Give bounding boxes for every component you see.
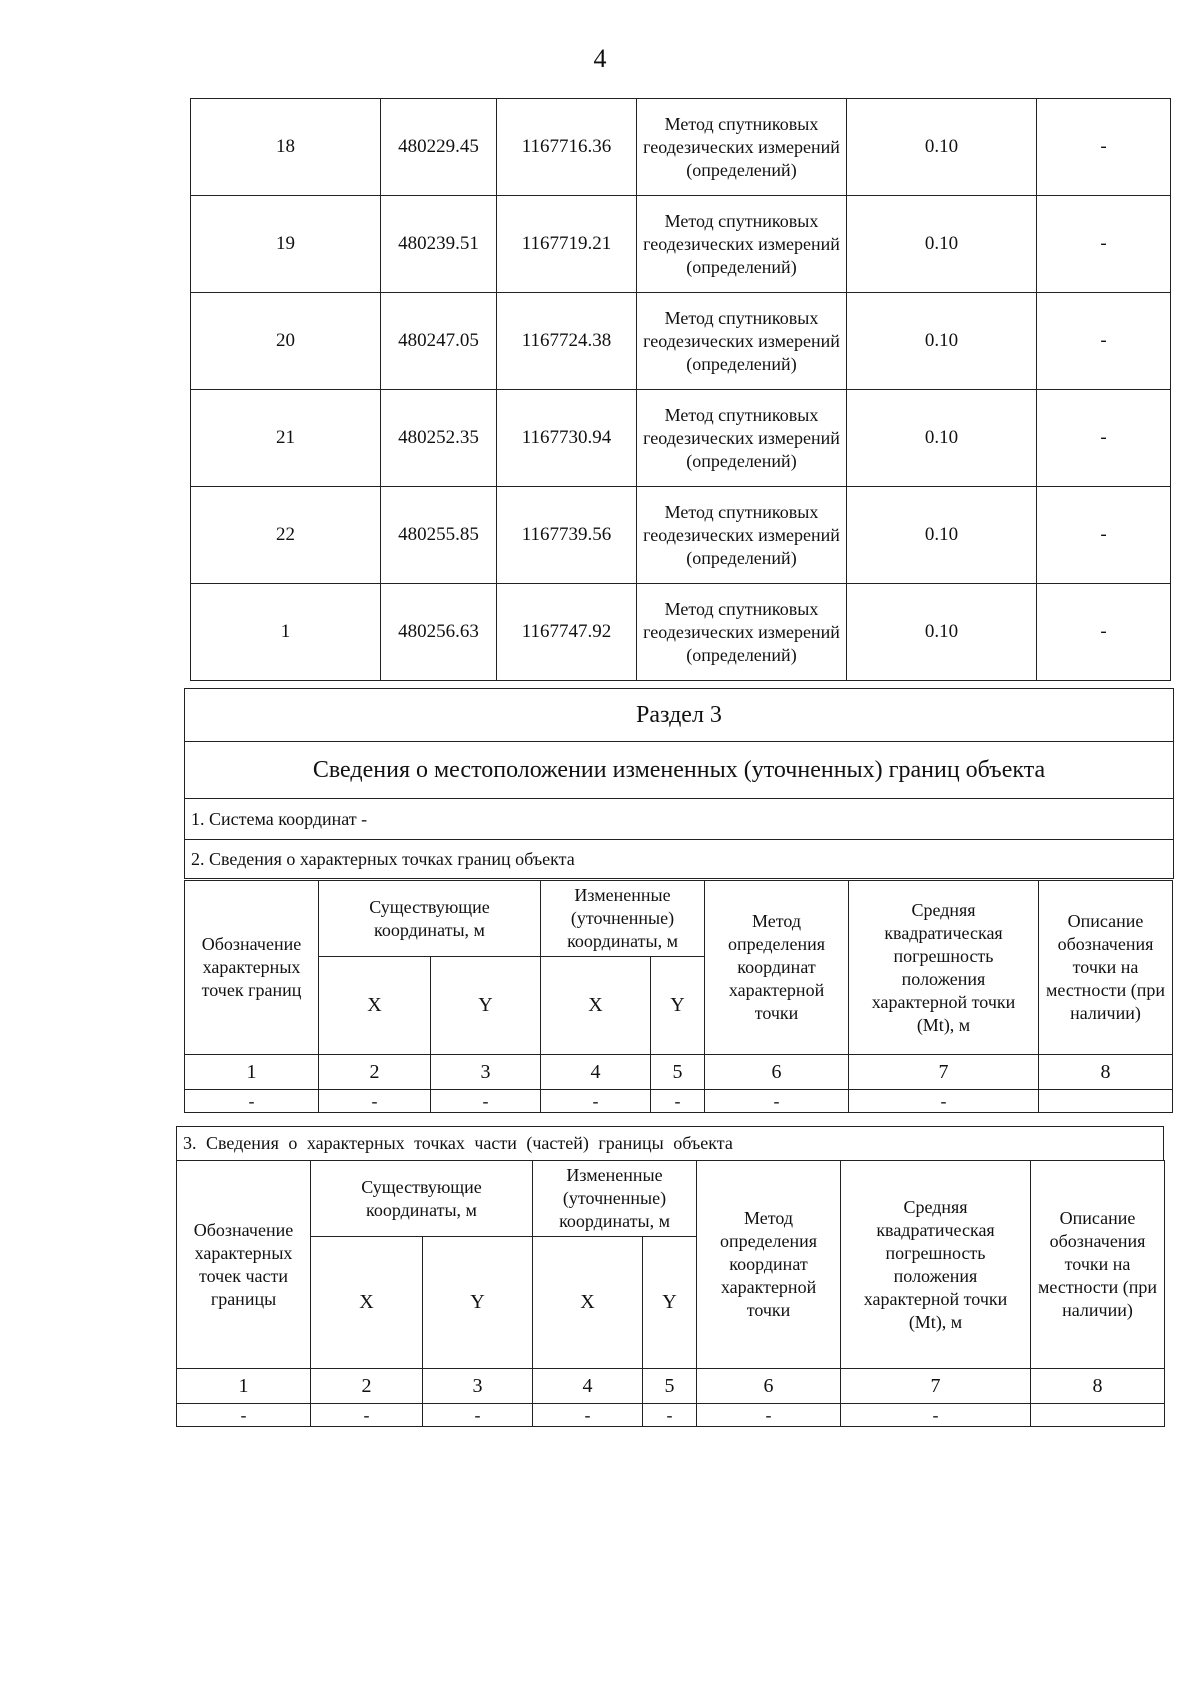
- x-coordinate-cell: 480229.45: [381, 99, 497, 196]
- description-cell: -: [1037, 390, 1171, 487]
- method-cell: Метод спутниковых геодезических измерений (определений): [637, 584, 847, 681]
- y-coordinate-cell: 1167716.36: [497, 99, 637, 196]
- header-x: X: [533, 1237, 643, 1369]
- header-point-description: Описание обозначения точки на местности (при наличии): [1039, 881, 1173, 1055]
- method-cell: Метод спутниковых геодезических измерений (определений): [637, 99, 847, 196]
- empty-value-cell: -: [431, 1090, 541, 1113]
- empty-value-cell: -: [643, 1404, 697, 1427]
- point-number-cell: 1: [191, 584, 381, 681]
- table-row: [177, 1404, 1165, 1427]
- coordinate-system-label: 1. Система координат -: [185, 799, 1174, 840]
- empty-value-cell: -: [311, 1404, 423, 1427]
- x-coordinate-cell: 480247.05: [381, 293, 497, 390]
- description-cell: -: [1037, 196, 1171, 293]
- header-y: Y: [651, 957, 705, 1055]
- empty-value-cell: -: [185, 1090, 319, 1113]
- table-row: [191, 390, 1171, 487]
- header-point-designation: Обозначение характерных точек части границы: [177, 1161, 311, 1369]
- point-number-cell: 22: [191, 487, 381, 584]
- mean-square-error-cell: 0.10: [847, 487, 1037, 584]
- method-cell: Метод спутниковых геодезических измерений (определений): [637, 293, 847, 390]
- y-coordinate-cell: 1167747.92: [497, 584, 637, 681]
- x-coordinate-cell: 480256.63: [381, 584, 497, 681]
- header-x: X: [319, 957, 431, 1055]
- mean-square-error-cell: 0.10: [847, 293, 1037, 390]
- empty-value-cell: -: [849, 1090, 1039, 1113]
- empty-value-cell: -: [541, 1090, 651, 1113]
- boundary-points-table: [184, 880, 1173, 1113]
- mean-square-error-cell: 0.10: [847, 390, 1037, 487]
- boundary-points-label: 2. Сведения о характерных точках границ объекта: [185, 840, 1174, 879]
- header-x: X: [311, 1237, 423, 1369]
- empty-value-cell: -: [841, 1404, 1031, 1427]
- description-cell: -: [1037, 293, 1171, 390]
- empty-value-cell: -: [651, 1090, 705, 1113]
- header-existing-coordinates: Существующие координаты, м: [311, 1161, 533, 1237]
- x-coordinate-cell: 480239.51: [381, 196, 497, 293]
- point-number-cell: 19: [191, 196, 381, 293]
- header-existing-coordinates: Существующие координаты, м: [319, 881, 541, 957]
- column-number-cell: 6: [697, 1369, 841, 1404]
- empty-value-cell: -: [705, 1090, 849, 1113]
- column-number-cell: 8: [1031, 1369, 1165, 1404]
- mean-square-error-cell: 0.10: [847, 99, 1037, 196]
- point-number-cell: 21: [191, 390, 381, 487]
- x-coordinate-cell: 480255.85: [381, 487, 497, 584]
- y-coordinate-cell: 1167739.56: [497, 487, 637, 584]
- method-cell: Метод спутниковых геодезических измерений (определений): [637, 390, 847, 487]
- column-number-cell: 8: [1039, 1055, 1173, 1090]
- boundary-part-points-table: [176, 1160, 1165, 1427]
- section-3-block: [184, 688, 1174, 879]
- header-changed-coordinates: Измененные (уточненные) координаты, м: [541, 881, 705, 957]
- column-number-cell: 5: [643, 1369, 697, 1404]
- header-method: Метод определения координат характерной точки: [705, 881, 849, 1055]
- point-number-cell: 20: [191, 293, 381, 390]
- description-cell: -: [1037, 99, 1171, 196]
- column-number-cell: 3: [431, 1055, 541, 1090]
- empty-value-cell: [1031, 1404, 1165, 1427]
- table-row: [191, 293, 1171, 390]
- column-number-cell: 1: [177, 1369, 311, 1404]
- column-number-cell: 6: [705, 1055, 849, 1090]
- header-method: Метод определения координат характерной точки: [697, 1161, 841, 1369]
- column-number-cell: 3: [423, 1369, 533, 1404]
- empty-value-cell: -: [423, 1404, 533, 1427]
- table-row: [185, 1055, 1173, 1090]
- header-point-description: Описание обозначения точки на местности (при наличии): [1031, 1161, 1165, 1369]
- description-cell: -: [1037, 487, 1171, 584]
- header-y: Y: [431, 957, 541, 1055]
- column-number-cell: 7: [841, 1369, 1031, 1404]
- table-row: [185, 1090, 1173, 1113]
- empty-value-cell: -: [319, 1090, 431, 1113]
- header-changed-coordinates: Измененные (уточненные) координаты, м: [533, 1161, 697, 1237]
- header-point-designation: Обозначение характерных точек границ: [185, 881, 319, 1055]
- header-mean-square-error: Средняя квадратическая погрешность положения характерной точки (Mt), м: [849, 881, 1039, 1055]
- table-row: [191, 99, 1171, 196]
- empty-value-cell: -: [533, 1404, 643, 1427]
- header-x: X: [541, 957, 651, 1055]
- x-coordinate-cell: 480252.35: [381, 390, 497, 487]
- column-number-cell: 2: [319, 1055, 431, 1090]
- column-number-cell: 5: [651, 1055, 705, 1090]
- empty-value-cell: -: [177, 1404, 311, 1427]
- y-coordinate-cell: 1167730.94: [497, 390, 637, 487]
- column-number-cell: 7: [849, 1055, 1039, 1090]
- description-cell: -: [1037, 584, 1171, 681]
- column-number-cell: 4: [533, 1369, 643, 1404]
- empty-value-cell: [1039, 1090, 1173, 1113]
- column-number-cell: 4: [541, 1055, 651, 1090]
- method-cell: Метод спутниковых геодезических измерений (определений): [637, 196, 847, 293]
- empty-value-cell: -: [697, 1404, 841, 1427]
- header-y: Y: [643, 1237, 697, 1369]
- section-subtitle: Сведения о местоположении измененных (уточненных) границ объекта: [185, 742, 1174, 799]
- section-title: Раздел 3: [185, 689, 1174, 742]
- y-coordinate-cell: 1167719.21: [497, 196, 637, 293]
- method-cell: Метод спутниковых геодезических измерений (определений): [637, 487, 847, 584]
- table-row: [191, 584, 1171, 681]
- table-row: [191, 487, 1171, 584]
- mean-square-error-cell: 0.10: [847, 584, 1037, 681]
- y-coordinate-cell: 1167724.38: [497, 293, 637, 390]
- header-y: Y: [423, 1237, 533, 1369]
- header-mean-square-error: Средняя квадратическая погрешность положения характерной точки (Mt), м: [841, 1161, 1031, 1369]
- coordinates-table: [190, 98, 1171, 681]
- column-number-cell: 2: [311, 1369, 423, 1404]
- table-row: [191, 196, 1171, 293]
- table-row: [177, 1369, 1165, 1404]
- boundary-part-points-label: 3. Сведения о характерных точках части (частей) границы объекта: [176, 1126, 1164, 1160]
- mean-square-error-cell: 0.10: [847, 196, 1037, 293]
- column-number-cell: 1: [185, 1055, 319, 1090]
- point-number-cell: 18: [191, 99, 381, 196]
- page-number: 4: [593, 44, 607, 73]
